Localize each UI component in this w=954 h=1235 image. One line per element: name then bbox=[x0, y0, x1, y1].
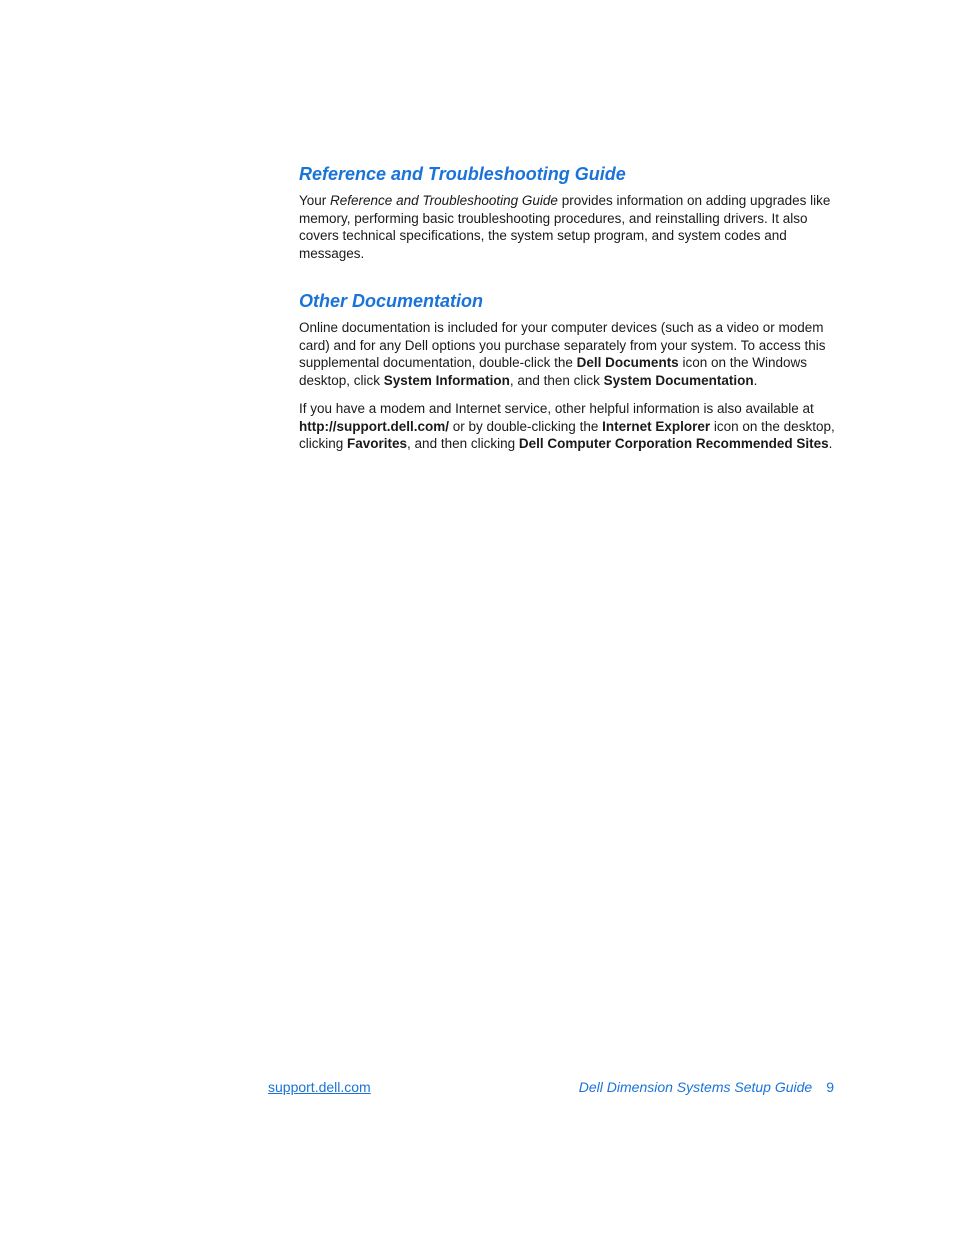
footer-title-block bbox=[579, 1079, 834, 1095]
section-heading: Reference and Troubleshooting Guide bbox=[299, 164, 626, 184]
paragraph bbox=[299, 192, 835, 262]
text-run: provides information on adding upgrades like memory, performing basic troubleshooting procedures, and reinstalling drivers. It also covers technical specifications, the system setup program, and system codes and messages. bbox=[299, 193, 831, 261]
paragraph bbox=[299, 319, 835, 389]
text-run: , and then click bbox=[509, 372, 604, 388]
section-reference-guide bbox=[299, 162, 835, 262]
section-heading: Other Documentation bbox=[299, 291, 484, 311]
text-run: . bbox=[828, 436, 833, 451]
page-number: 9 bbox=[826, 1079, 834, 1095]
section-other-documentation bbox=[299, 289, 835, 453]
bold-term: Internet Explorer bbox=[602, 418, 711, 434]
text-run: . bbox=[753, 372, 758, 388]
bold-term: http://support.dell.com/ bbox=[299, 418, 449, 434]
bold-term: Dell Documents bbox=[576, 355, 679, 370]
bold-term: Favorites bbox=[347, 436, 408, 451]
bold-term: System Information bbox=[383, 372, 510, 388]
text-run: Your bbox=[299, 193, 331, 208]
bold-term: Dell Computer Corporation Recommended Sites bbox=[518, 436, 829, 451]
text-run: icon on the desktop, clicking bbox=[299, 418, 835, 451]
text-run: Online documentation is included for your computer devices (such as a video or modem card) and for any Dell options you purchase separately from your system. To access this supplemental documentation, double-click the bbox=[299, 320, 826, 370]
text-run: or by double-clicking the bbox=[449, 418, 603, 434]
bold-term: System Documentation bbox=[603, 372, 754, 388]
footer-document-title: Dell Dimension Systems Setup Guide bbox=[578, 1079, 813, 1095]
paragraph bbox=[299, 400, 835, 453]
page-content bbox=[299, 162, 835, 453]
text-run: , and then clicking bbox=[407, 436, 519, 451]
text-run: If you have a modem and Internet service, other helpful information is also available at bbox=[299, 401, 814, 416]
page-footer bbox=[268, 1079, 834, 1099]
footer-support-link[interactable]: support.dell.com bbox=[268, 1079, 371, 1095]
italic-term: Reference and Troubleshooting Guide bbox=[330, 193, 558, 208]
text-run: icon on the Windows desktop, click bbox=[299, 355, 808, 388]
